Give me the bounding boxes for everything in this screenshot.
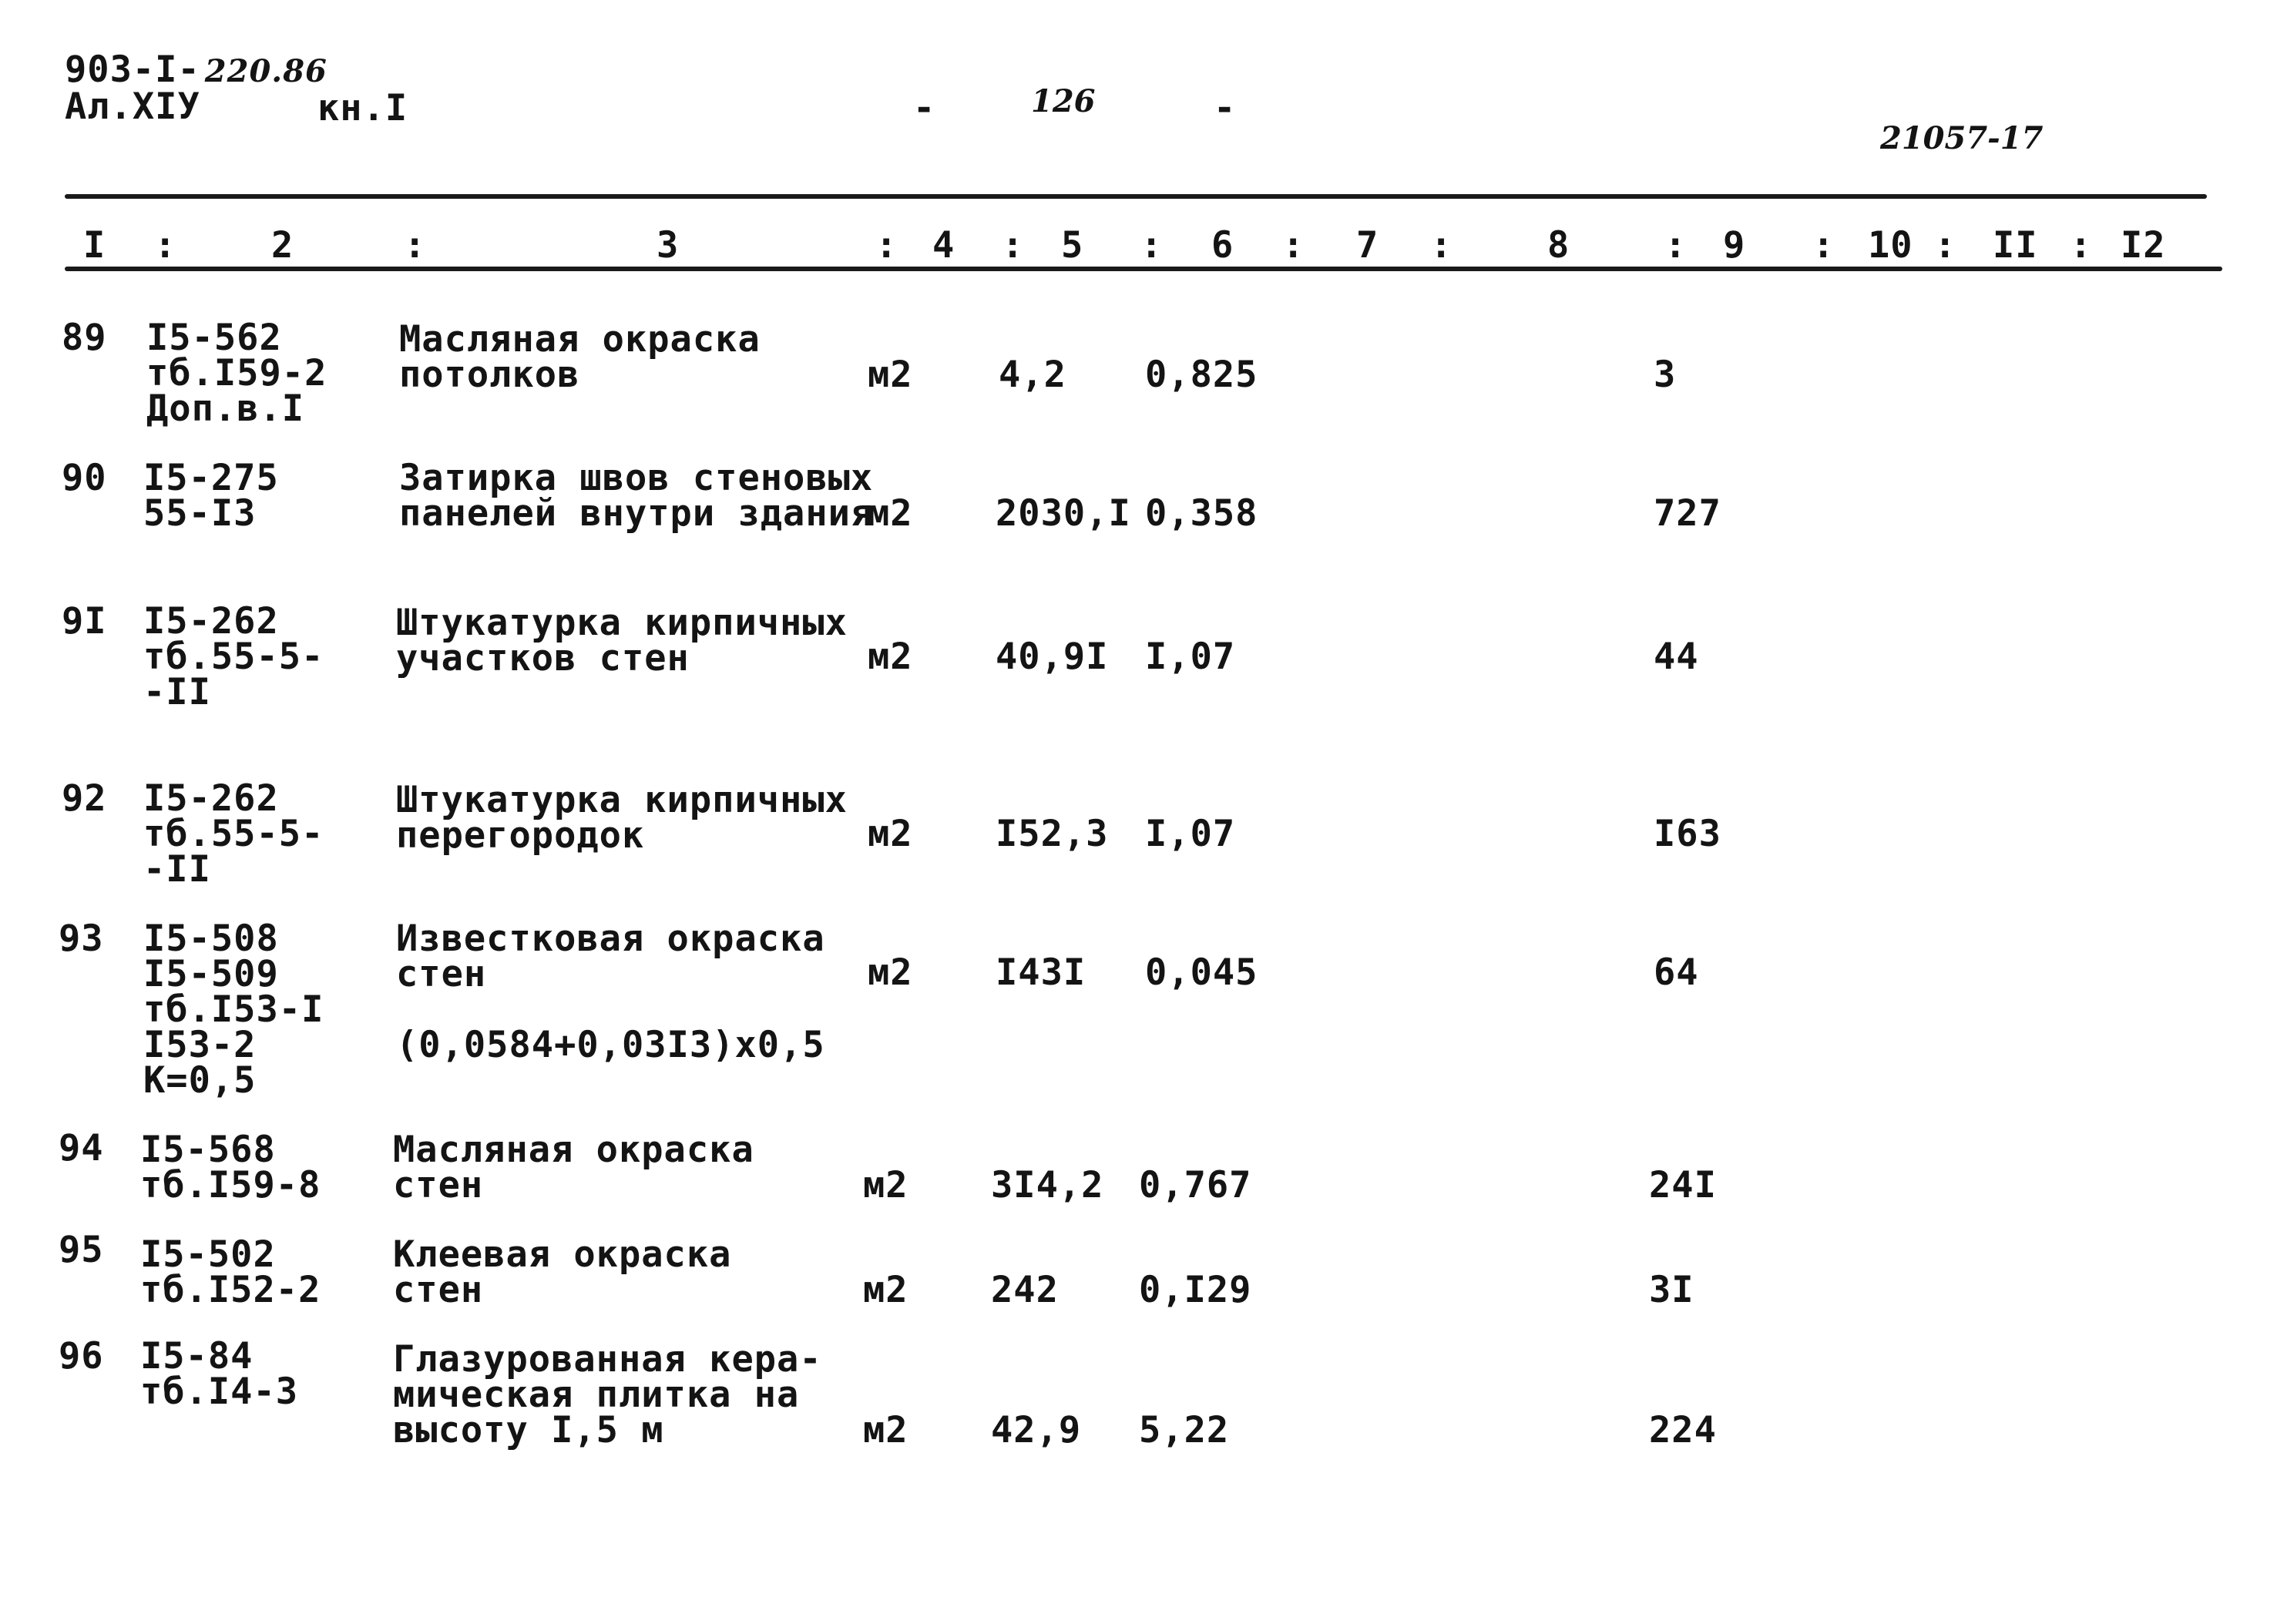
row-name: Штукатурка кирпичных перегородок: [396, 779, 848, 857]
row-number: 92: [62, 777, 107, 820]
document-code-handwritten: 220.86: [204, 53, 327, 89]
column-separator: :: [1002, 224, 1025, 267]
album-label: Ал.XIУ: [65, 86, 200, 128]
row-unit: м2: [868, 492, 913, 535]
column-separator: :: [1140, 224, 1164, 267]
row-code: I5-502 тб.I52-2: [140, 1233, 321, 1311]
row-total: I63: [1654, 813, 1721, 855]
row-unit: м2: [863, 1164, 908, 1206]
row-unit: м2: [868, 813, 913, 855]
row-code: I5-262 тб.55-5- -II: [143, 600, 324, 713]
row-rate: 0,825: [1145, 354, 1258, 396]
row-quantity: 40,9I: [996, 636, 1109, 678]
row-code: I5-568 тб.I59-8: [140, 1129, 321, 1206]
row-quantity: 42,9: [991, 1409, 1082, 1451]
column-separator: :: [1664, 224, 1688, 267]
row-rate: 0,358: [1145, 492, 1258, 535]
column-separator: :: [404, 224, 427, 267]
row-total: 727: [1654, 492, 1721, 535]
column-separator: :: [875, 224, 898, 267]
row-quantity: 242: [991, 1269, 1059, 1311]
row-total: 64: [1654, 951, 1699, 994]
column-separator: :: [2070, 224, 2093, 267]
row-quantity: I52,3: [996, 813, 1109, 855]
row-rate: I,07: [1145, 636, 1236, 678]
row-name: Масляная окраска стен: [393, 1129, 754, 1206]
top-rule: [65, 194, 2207, 199]
row-unit: м2: [863, 1409, 908, 1451]
row-number: 95: [59, 1229, 104, 1271]
row-number: 9I: [62, 600, 107, 643]
row-number: 89: [62, 317, 107, 359]
row-quantity: I43I: [996, 951, 1086, 994]
column-header-7: 7: [1356, 224, 1379, 267]
column-header-11: II: [1993, 224, 2038, 267]
row-code: I5-275 55-I3: [143, 457, 279, 535]
column-separator: :: [1282, 224, 1305, 267]
column-header-3: 3: [657, 224, 680, 267]
column-header-2: 2: [271, 224, 294, 267]
row-number: 90: [62, 457, 107, 499]
row-name: Известковая окраска стен: [396, 918, 825, 995]
column-header-1: I: [83, 224, 106, 267]
column-header-12: I2: [2121, 224, 2166, 267]
row-total: 3I: [1649, 1269, 1694, 1311]
column-separator: :: [1430, 224, 1453, 267]
column-header-9: 9: [1723, 224, 1746, 267]
document-code: [65, 49, 327, 91]
row-code: I5-562 тб.I59-2 Доп.в.I: [146, 317, 327, 430]
document-code-prefix: 903-I-: [65, 49, 200, 91]
column-separator: :: [154, 224, 177, 267]
row-code: I5-262 тб.55-5- -II: [143, 777, 324, 891]
row-name: Глазурованная кера- мическая плитка на высоту I,5 м: [393, 1338, 822, 1451]
column-header-8: 8: [1547, 224, 1570, 267]
column-header-6: 6: [1211, 224, 1234, 267]
column-header-10: 10: [1868, 224, 1913, 267]
column-separator: :: [1812, 224, 1835, 267]
header-rule: [65, 267, 2222, 271]
row-total: 44: [1654, 636, 1699, 678]
row-code: I5-84 тб.I4-3: [140, 1335, 299, 1413]
row-name: Штукатурка кирпичных участков стен: [396, 602, 848, 679]
row-rate: 0,767: [1139, 1164, 1252, 1206]
row-number: 93: [59, 918, 104, 960]
row-unit: м2: [868, 636, 913, 678]
row-total: 3: [1654, 354, 1677, 396]
page-dash-right: -: [1214, 87, 1237, 129]
row-number: 94: [59, 1127, 104, 1169]
column-separator: :: [1934, 224, 1957, 267]
row-quantity: 4,2: [999, 354, 1066, 396]
row-unit: м2: [863, 1269, 908, 1311]
row-rate: I,07: [1145, 813, 1236, 855]
book-label: кн.I: [317, 87, 408, 129]
row-name-formula: (0,0584+0,03I3)х0,5: [396, 1024, 825, 1066]
row-name: Клеевая окраска стен: [393, 1233, 732, 1311]
row-rate: 5,22: [1139, 1409, 1230, 1451]
row-number: 96: [59, 1335, 104, 1377]
row-quantity: 3I4,2: [991, 1164, 1104, 1206]
row-name: Масляная окраска потолков: [399, 318, 761, 396]
row-rate: 0,I29: [1139, 1269, 1252, 1311]
row-total: 224: [1649, 1409, 1717, 1451]
archive-number: 21057-17: [1880, 120, 2044, 156]
row-total: 24I: [1649, 1164, 1717, 1206]
page-number: 126: [1031, 83, 1096, 119]
column-header-5: 5: [1061, 224, 1084, 267]
row-unit: м2: [868, 951, 913, 994]
row-quantity: 2030,I: [996, 492, 1131, 535]
row-code: I5-508 I5-509 тб.I53-I I53-2 К=0,5: [143, 918, 324, 1102]
row-rate: 0,045: [1145, 951, 1258, 994]
page-dash-left: -: [913, 87, 936, 129]
row-name: Затирка швов стеновых панелей внутри здания: [399, 457, 874, 535]
row-unit: м2: [868, 354, 913, 396]
column-header-4: 4: [932, 224, 955, 267]
